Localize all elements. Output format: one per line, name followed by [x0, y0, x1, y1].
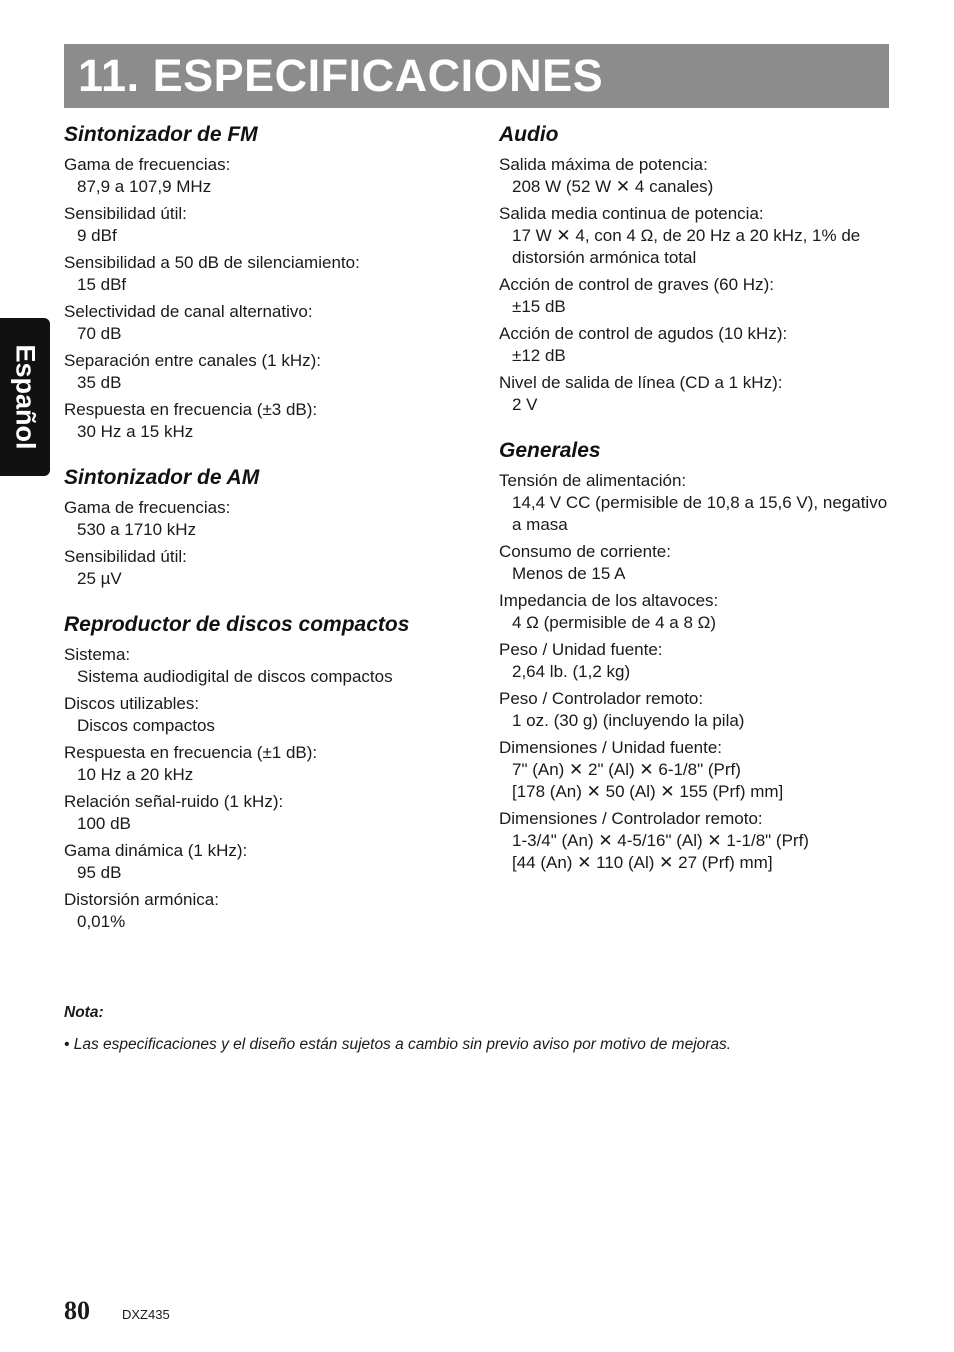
section-fm-tuner	[64, 120, 474, 443]
spec-value: 100 dB	[77, 814, 131, 833]
spec-value: 208 W (52 W ✕ 4 canales)	[512, 177, 714, 196]
page-title: 11. ESPECIFICACIONES	[78, 50, 604, 101]
spec-value-metric: [178 (An) ✕ 50 (Al) ✕ 155 (Prf) mm]	[512, 782, 784, 801]
spec-label: Salida media continua de potencia:	[499, 204, 764, 223]
section-heading: Sintonizador de FM	[64, 123, 258, 146]
spec-item	[64, 546, 474, 590]
title-bar	[64, 44, 889, 108]
spec-label: Respuesta en frecuencia (±1 dB):	[64, 743, 318, 762]
spec-item	[64, 889, 474, 933]
section-cd-player	[64, 610, 474, 933]
spec-value: 14,4 V CC (permisible de 10,8 a 15,6 V), negativo a masa	[512, 493, 888, 534]
spec-item	[499, 203, 899, 269]
note-text: • Las especificaciones y el diseño están sujetos a cambio sin previo aviso por motivo de mejoras.	[64, 1036, 732, 1053]
spec-value: 17 W ✕ 4, con 4 Ω, de 20 Hz a 20 kHz, 1% de distorsión armónica total	[512, 226, 861, 267]
spec-item	[499, 470, 899, 536]
left-column	[64, 120, 474, 953]
spec-label: Respuesta en frecuencia (±3 dB):	[64, 400, 318, 419]
section-general	[499, 436, 899, 874]
spec-value: 25 µV	[77, 569, 122, 588]
spec-value: 0,01%	[77, 912, 126, 931]
spec-item	[499, 688, 899, 732]
spec-item	[64, 840, 474, 884]
spec-value: 1 oz. (30 g) (incluyendo la pila)	[512, 711, 745, 730]
spec-label: Nivel de salida de línea (CD a 1 kHz):	[499, 373, 783, 392]
language-tab	[0, 318, 50, 476]
section-heading: Reproductor de discos compactos	[64, 613, 410, 636]
section-heading: Sintonizador de AM	[64, 466, 260, 489]
spec-label: Gama de frecuencias:	[64, 155, 231, 174]
spec-label: Relación señal-ruido (1 kHz):	[64, 792, 284, 811]
spec-value: 7" (An) ✕ 2" (Al) ✕ 6-1/8" (Prf)	[512, 760, 741, 779]
spec-label: Impedancia de los altavoces:	[499, 591, 719, 610]
spec-label: Dimensiones / Unidad fuente:	[499, 738, 723, 757]
note-title: Nota:	[64, 1004, 104, 1021]
spec-item	[64, 154, 474, 198]
spec-item	[64, 742, 474, 786]
spec-value: 70 dB	[77, 324, 122, 343]
spec-value: Menos de 15 A	[512, 564, 626, 583]
right-column	[499, 120, 899, 894]
spec-value: 1-3/4" (An) ✕ 4-5/16" (Al) ✕ 1-1/8" (Prf)	[512, 831, 809, 850]
spec-label: Acción de control de graves (60 Hz):	[499, 275, 774, 294]
spec-item	[64, 350, 474, 394]
spec-label: Separación entre canales (1 kHz):	[64, 351, 322, 370]
spec-label: Gama de frecuencias:	[64, 498, 231, 517]
spec-item	[64, 399, 474, 443]
spec-label: Acción de control de agudos (10 kHz):	[499, 324, 788, 343]
spec-item	[499, 541, 899, 585]
spec-value: 35 dB	[77, 373, 122, 392]
section-heading: Generales	[499, 439, 601, 462]
spec-value: Discos compactos	[77, 716, 215, 735]
note-block	[64, 1002, 894, 1056]
spec-value-metric: [44 (An) ✕ 110 (Al) ✕ 27 (Prf) mm]	[512, 853, 773, 872]
section-heading: Audio	[499, 123, 559, 146]
language-tab-label: Español	[10, 344, 41, 450]
spec-label: Sensibilidad a 50 dB de silenciamiento:	[64, 253, 360, 272]
section-audio	[499, 120, 899, 416]
model-name: DXZ435	[122, 1307, 170, 1322]
spec-value: 30 Hz a 15 kHz	[77, 422, 194, 441]
spec-item	[499, 372, 899, 416]
spec-label: Sensibilidad útil:	[64, 547, 187, 566]
spec-label: Dimensiones / Controlador remoto:	[499, 809, 763, 828]
spec-value: 2 V	[512, 395, 538, 414]
spec-item	[64, 301, 474, 345]
spec-value: ±12 dB	[512, 346, 566, 365]
spec-label: Distorsión armónica:	[64, 890, 219, 909]
spec-item	[499, 639, 899, 683]
spec-item	[64, 252, 474, 296]
spec-value: 4 Ω (permisible de 4 a 8 Ω)	[512, 613, 716, 632]
spec-label: Tensión de alimentación:	[499, 471, 687, 490]
spec-label: Salida máxima de potencia:	[499, 155, 708, 174]
spec-value: 530 a 1710 kHz	[77, 520, 197, 539]
spec-item	[499, 737, 899, 803]
spec-label: Sistema:	[64, 645, 131, 664]
spec-label: Selectividad de canal alternativo:	[64, 302, 313, 321]
spec-item	[64, 791, 474, 835]
spec-item	[64, 497, 474, 541]
spec-item	[499, 154, 899, 198]
spec-item	[499, 323, 899, 367]
spec-label: Peso / Unidad fuente:	[499, 640, 663, 659]
spec-label: Gama dinámica (1 kHz):	[64, 841, 248, 860]
spec-value: Sistema audiodigital de discos compactos	[77, 667, 393, 686]
spec-label: Sensibilidad útil:	[64, 204, 187, 223]
spec-label: Consumo de corriente:	[499, 542, 671, 561]
spec-value: 15 dBf	[77, 275, 127, 294]
spec-item	[64, 693, 474, 737]
spec-value: 9 dBf	[77, 226, 117, 245]
spec-item	[64, 644, 474, 688]
spec-value: 87,9 a 107,9 MHz	[77, 177, 212, 196]
spec-label: Discos utilizables:	[64, 694, 200, 713]
spec-value: 95 dB	[77, 863, 122, 882]
spec-label: Peso / Controlador remoto:	[499, 689, 704, 708]
spec-value: 2,64 lb. (1,2 kg)	[512, 662, 631, 681]
section-am-tuner	[64, 463, 474, 590]
page-number: 80	[64, 1296, 90, 1325]
spec-item	[499, 274, 899, 318]
spec-value: ±15 dB	[512, 297, 566, 316]
spec-item	[64, 203, 474, 247]
spec-item	[499, 590, 899, 634]
spec-value: 10 Hz a 20 kHz	[77, 765, 194, 784]
page-footer	[64, 1296, 170, 1326]
spec-item	[499, 808, 899, 874]
